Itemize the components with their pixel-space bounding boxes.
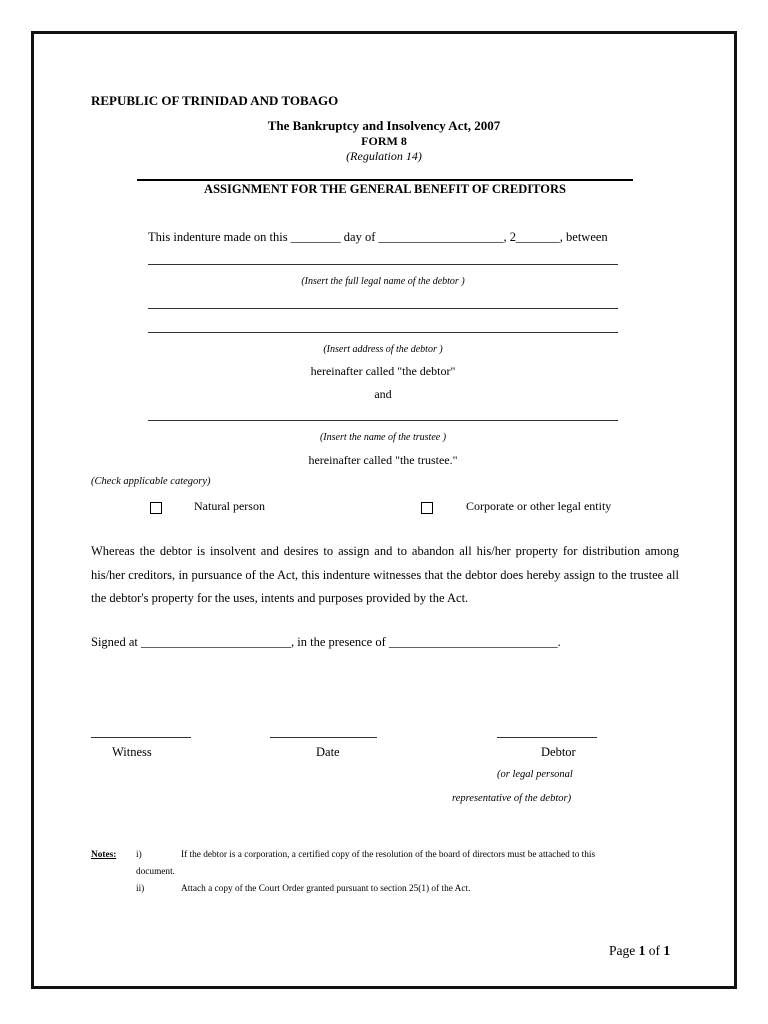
page-word: Page (609, 943, 636, 958)
witness-label: Witness (112, 745, 152, 759)
note-1-number: i) (136, 850, 142, 860)
debtor-signature-line[interactable] (497, 737, 597, 738)
page-indicator (609, 943, 670, 959)
signed-at-line: Signed at ________________________, in the presence of ___________________________. (91, 635, 561, 649)
page-number: 1 (638, 943, 646, 958)
trustee-name-line[interactable] (148, 420, 618, 421)
note-2-number: ii) (136, 884, 145, 894)
debtor-note-1: (or legal personal (497, 769, 573, 780)
corporate-entity-checkbox[interactable] (421, 502, 433, 514)
debtor-address-line-1[interactable] (148, 308, 618, 309)
and-word: and (374, 387, 392, 401)
debtor-note-2: representative of the debtor) (452, 793, 572, 804)
debtor-name-line[interactable] (148, 264, 618, 265)
title-rule (137, 179, 633, 181)
page-total: 1 (663, 943, 671, 958)
notes-label: Notes: (91, 850, 117, 860)
note-1-text: If the debtor is a corporation, a certified copy of the resolution of the board of directors must be attached to this (181, 850, 596, 860)
debtor-label: Debtor (541, 745, 576, 759)
of-word: of (648, 943, 660, 958)
trustee-hint: (Insert the name of the trustee ) (319, 432, 447, 443)
called-trustee: hereinafter called "the trustee." (308, 453, 458, 467)
witness-signature-line[interactable] (91, 737, 191, 738)
natural-person-checkbox[interactable] (150, 502, 162, 514)
check-category-label: (Check applicable category) (91, 476, 211, 487)
page-border (31, 31, 737, 989)
debtor-address-line-2[interactable] (148, 332, 618, 333)
date-signature-line[interactable] (270, 737, 377, 738)
debtor-name-hint: (Insert the full legal name of the debtor ) (301, 276, 465, 287)
date-label: Date (316, 745, 340, 759)
note-1-continuation: document. (136, 867, 175, 877)
republic-heading: REPUBLIC OF TRINIDAD AND TOBAGO (91, 93, 339, 108)
called-debtor: hereinafter called "the debtor" (310, 364, 456, 378)
form-title: ASSIGNMENT FOR THE GENERAL BENEFIT OF CREDITORS (204, 182, 566, 196)
form-number: FORM 8 (361, 134, 407, 148)
indenture-line: This indenture made on this ________ day of ____________________, 2_______, between (148, 230, 608, 244)
regulation-reference: (Regulation 14) (346, 149, 422, 163)
note-2-text: Attach a copy of the Court Order granted pursuant to section 25(1) of the Act. (181, 884, 471, 894)
act-title: The Bankruptcy and Insolvency Act, 2007 (267, 118, 501, 133)
debtor-address-hint: (Insert address of the debtor ) (323, 344, 443, 355)
corporate-entity-label: Corporate or other legal entity (466, 499, 612, 513)
whereas-paragraph: Whereas the debtor is insolvent and desires to assign and to abandon all his/her property for distribution among his/her creditors, in pursuance of the Act, this indenture witnesses that the debtor does hereby assign to the trustee all the debtor's property for the uses, intents and purposes provided by the Act. (91, 544, 679, 605)
natural-person-label: Natural person (194, 499, 265, 513)
